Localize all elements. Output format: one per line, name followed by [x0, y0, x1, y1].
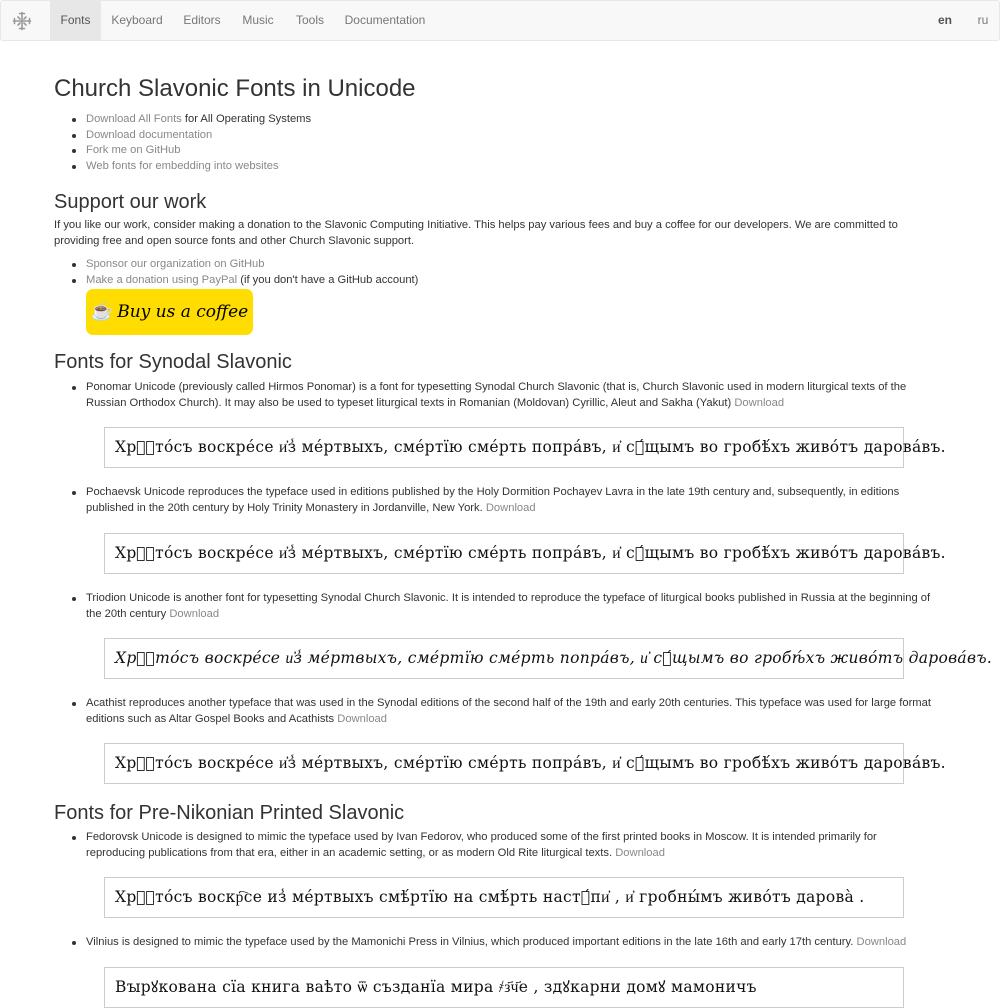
- support-text: If you like our work, consider making a donation to the Slavonic Computing Initiative. This helps pay various fees and buy a coffee for our developers. We are committed to providing free and open source fonts and other Church Slavonic support.: [54, 219, 898, 247]
- download-link[interactable]: Download: [615, 846, 665, 859]
- download-link[interactable]: Download: [169, 607, 220, 620]
- font-item-triodion: [86, 591, 936, 622]
- font-item-fedorovsk: [86, 830, 936, 861]
- paypal-donation-link[interactable]: Make a donation using PayPal: [86, 273, 238, 286]
- font-description: Acathist reproduces another typeface that was used in the Synodal editions of the second half of the 19th and early 20th centuries. This typeface was used for large format editions such as Altar Gospel Books and Acathists: [86, 697, 931, 725]
- download-link[interactable]: Download: [485, 501, 536, 514]
- list-item: [86, 143, 936, 159]
- font-sample-fedorovsk: Хрⷭ҇то́съ воскр҇се из̾ ме́ртвыхъ смѣ́ртїю на смѣ́рть настꙋ́пи҆ , и҆ гробны́мъ живо́тъ дарова̀ .: [104, 877, 904, 918]
- nav-fonts[interactable]: Fonts: [50, 1, 101, 40]
- font-item-pochaevsk: [86, 485, 936, 516]
- navbar: [0, 0, 1000, 41]
- font-sample-pochaevsk: Хрⷭ҇то́съ воскре́се и҆з̾ ме́ртвыхъ, сме́ртїю сме́рть попра́въ, и҆ сꙋ́щымъ во гробѣ́хъ живо́тъ дарова́въ.: [104, 533, 904, 574]
- font-description: Vilnius is designed to mimic the typeface used by the Mamonichi Press in Vilnius, which produced important editions in the late 16th and early 17th century.: [86, 936, 854, 948]
- font-description: Pochaevsk Unicode reproduces the typeface used in editions published by the Holy Dormition Pochayev Lavra in the late 19th century and, subsequently, in editions published in the 20th century by Holy Trinity Monastery in Jordanville, New York.: [86, 486, 900, 514]
- list-item: [86, 257, 936, 273]
- font-sample-triodion: Хрⷭ҇то́съ воскре́се и҆з̾ ме́ртвыхъ, сме́ртїю сме́рть попра́въ, и҆ сꙋ́щымъ во гробѣ́хъ живо́тъ дарова́въ.: [104, 638, 904, 679]
- download-link[interactable]: Download: [734, 396, 785, 409]
- prenikonian-heading: Fonts for Pre-Nikonian Printed Slavonic: [54, 802, 405, 824]
- synodal-heading: Fonts for Synodal Slavonic: [54, 351, 292, 373]
- nav-tools[interactable]: Tools: [295, 13, 324, 27]
- page-title: Church Slavonic Fonts in Unicode: [54, 75, 416, 102]
- lang-en-link[interactable]: en: [937, 13, 952, 27]
- github-fork-link[interactable]: Fork me on GitHub: [86, 144, 181, 156]
- webfonts-link[interactable]: Web fonts for embedding into websites: [86, 159, 279, 172]
- support-heading: Support our work: [54, 191, 207, 213]
- cross-logo-icon[interactable]: [12, 11, 32, 31]
- download-all-fonts-link[interactable]: Download All Fonts: [86, 113, 182, 125]
- font-item-vilnius: [86, 935, 936, 951]
- font-sample-ponomar: Хрⷭ҇то́съ воскре́се и҆з̾ ме́ртвыхъ, сме́ртїю сме́рть попра́въ, и҆ сꙋ́щымъ во гробѣ́хъ живо́тъ дарова́въ.: [104, 427, 904, 468]
- buy-coffee-label: Buy us a coffee: [117, 302, 249, 322]
- list-item: [86, 273, 936, 289]
- list-item: [86, 128, 936, 144]
- paypal-suffix: (if you don't have a GitHub account): [237, 273, 419, 286]
- list-item: [86, 112, 936, 128]
- download-link[interactable]: Download: [337, 712, 388, 725]
- font-item-acathist: [86, 696, 936, 727]
- nav-documentation[interactable]: Documentation: [344, 13, 426, 27]
- font-description: Triodion Unicode is another font for typesetting Synodal Church Slavonic. It is intended to reproduce the typeface of liturgical books published in Russia at the beginning of the 20th century: [86, 592, 931, 620]
- font-item-ponomar: [86, 380, 936, 411]
- lang-ru-link[interactable]: ru: [977, 13, 989, 27]
- buy-coffee-button[interactable]: [86, 289, 253, 335]
- font-sample-acathist: Хрⷭ҇то́съ воскре́се и҆з̾ ме́ртвыхъ, сме́ртїю сме́рть попра́въ, и҆ сꙋ́щымъ во гробѣ́хъ живо́тъ дарова́въ.: [104, 743, 904, 784]
- nav-music[interactable]: Music: [242, 13, 274, 27]
- nav-editors[interactable]: Editors: [183, 13, 221, 27]
- nav-keyboard[interactable]: Keyboard: [111, 13, 163, 27]
- font-description: Ponomar Unicode (previously called Hirmos Ponomar) is a font for typesetting Synodal Church Slavonic (that is, Church Slavonic used in modern liturgical texts of the Russian Orthodox Church). It may also be used to typeset liturgical texts in Romanian (Moldovan) Cyrillic, Aleut and Sakha (Yakut): [86, 381, 907, 409]
- font-description: Fedorovsk Unicode is designed to mimic the typeface used by Ivan Fedorov, who produced some of the first printed books in Moscow. It is intended primarily for reproducing publications from that era, either in an academic setting, or as modern Old Rite liturgical texts.: [86, 831, 877, 859]
- download-documentation-link[interactable]: Download documentation: [86, 128, 213, 141]
- sponsor-github-link[interactable]: Sponsor our organization on GitHub: [86, 258, 265, 270]
- coffee-cup-icon: ☕: [90, 301, 114, 322]
- font-sample-vilnius: Вꙑрꙋкована сїа книга ваѣто ѿ създанїа мира ҂з҃ч҃е , здꙋкарни домꙋ мамоничъ: [104, 967, 904, 1008]
- download-all-fonts-suffix: for All Operating Systems: [181, 113, 312, 125]
- download-link[interactable]: Download: [856, 936, 907, 948]
- list-item: [86, 159, 936, 175]
